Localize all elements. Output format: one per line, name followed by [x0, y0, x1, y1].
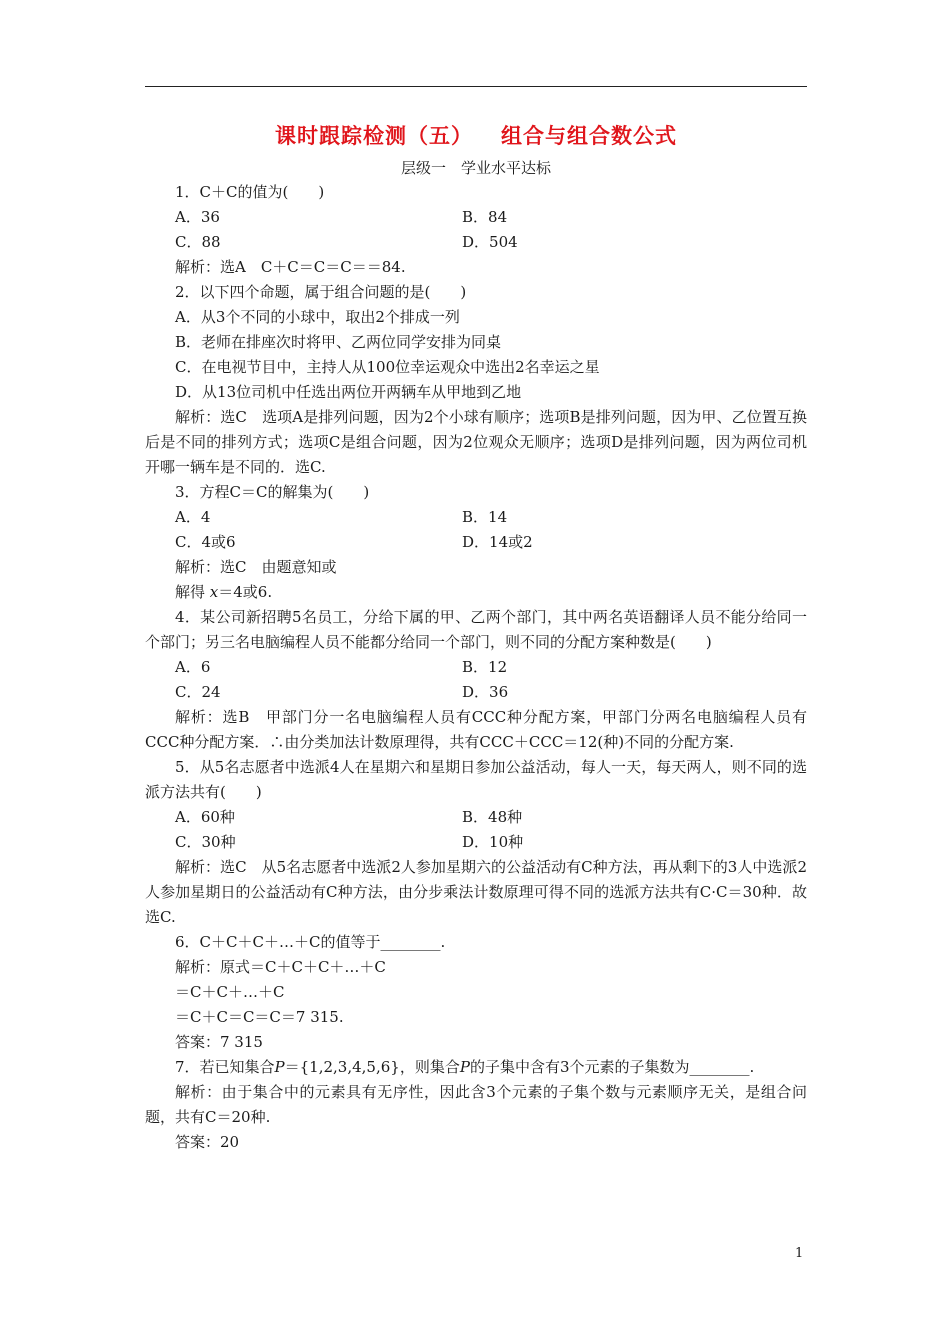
- q1-option-d: D．504: [462, 233, 518, 251]
- q7-stem-prefix: 7．若已知集合: [175, 1058, 275, 1076]
- q3-option-c: C．4或6: [175, 533, 236, 551]
- q3-stem: 3．方程C＝C的解集为( ): [175, 483, 370, 501]
- q3-options-row-2: [145, 530, 807, 555]
- q3-option-a: A．4: [175, 508, 211, 526]
- q5-solution: 解析：选C 从5名志愿者中选派2人参加星期六的公益活动有C种方法，再从剩下的3人中选派2人参加星期日的公益活动有C种方法，由分步乘法计数原理可得不同的选派方法共有C·C＝30种．故选C.: [145, 858, 807, 926]
- q1-options-row-1: [145, 205, 807, 230]
- q1-solution: 解析：选A C＋C＝C＝C＝＝84.: [175, 258, 406, 276]
- q7-variable-p: P: [274, 1058, 285, 1076]
- document-body: [145, 180, 807, 1155]
- header-rule: [145, 86, 807, 87]
- q7-stem-suffix: 的子集中含有3个元素的子集数为________.: [469, 1058, 755, 1076]
- q2-option-d: D．从13位司机中任选出两位开两辆车从甲地到乙地: [175, 383, 522, 401]
- page-title: [145, 120, 807, 150]
- q3-option-d: D．14或2: [462, 533, 533, 551]
- q5-option-c: C．30种: [175, 833, 236, 851]
- q7-stem-middle: ＝{1,2,3,4,5,6}，则集合: [284, 1058, 460, 1076]
- q6-answer: 答案：7 315: [175, 1033, 263, 1051]
- q2-stem: 2．以下四个命题，属于组合问题的是( ): [175, 283, 467, 301]
- page-number: 1: [795, 1246, 804, 1261]
- q6-stem: 6．C＋C＋C＋…＋C的值等于________.: [175, 933, 446, 951]
- q3-option-b: B．14: [462, 508, 508, 526]
- q3-result-suffix: ＝4或6.: [218, 583, 273, 601]
- q3-solution-result: [145, 580, 807, 605]
- q4-option-a: A．6: [175, 658, 211, 676]
- title-part-2: 组合与组合数公式: [501, 123, 677, 148]
- q5-options-row-2: [145, 830, 807, 855]
- q6-solution-line-2: ＝C＋C＋…＋C: [175, 983, 285, 1001]
- q6-solution-line-1: 解析：原式＝C＋C＋C＋…＋C: [175, 958, 386, 976]
- q5-stem: 5．从5名志愿者中选派4人在星期六和星期日参加公益活动，每人一天，每天两人，则不同的选派方法共有( ): [145, 758, 807, 801]
- q1-option-b: B．84: [462, 208, 508, 226]
- q5-option-a: A．60种: [175, 808, 235, 826]
- q1-option-c: C．88: [175, 233, 221, 251]
- q3-variable-x: x: [209, 583, 219, 601]
- q7-solution: 解析：由于集合中的元素具有无序性，因此含3个元素的子集个数与元素顺序无关，是组合问题，共有C＝20种.: [145, 1083, 807, 1126]
- q4-solution: 解析：选B 甲部门分一名电脑编程人员有CCC种分配方案，甲部门分两名电脑编程人员有CCC种分配方案．∴由分类加法计数原理得，共有CCC＋CCC＝12(种)不同的分配方案.: [145, 708, 807, 751]
- q1-options-row-2: [145, 230, 807, 255]
- section-subtitle: 层级一 学业水平达标: [400, 159, 551, 177]
- q3-options-row-1: [145, 505, 807, 530]
- q1-option-a: A．36: [175, 208, 220, 226]
- q6-solution-line-3: ＝C＋C＝C＝C＝7 315.: [175, 1008, 344, 1026]
- q4-option-b: B．12: [462, 658, 508, 676]
- q7-answer: 答案：20: [175, 1133, 240, 1151]
- q5-option-b: B．48种: [462, 808, 523, 826]
- q4-stem: 4．某公司新招聘5名员工，分给下属的甲、乙两个部门，其中两名英语翻译人员不能分给同一个部门；另三名电脑编程人员不能都分给同一个部门，则不同的分配方案种数是( ): [145, 608, 807, 651]
- q7-variable-p-2: P: [459, 1058, 470, 1076]
- q1-stem: 1．C＋C的值为( ): [175, 183, 325, 201]
- q7-stem: [145, 1055, 807, 1080]
- q4-option-d: D．36: [462, 683, 509, 701]
- q2-option-c: C．在电视节目中，主持人从100位幸运观众中选出2名幸运之星: [175, 358, 600, 376]
- q2-solution: 解析：选C 选项A是排列问题，因为2个小球有顺序；选项B是排列问题，因为甲、乙位置互换后是不同的排列方式；选项C是组合问题，因为2位观众无顺序；选项D是排列问题，因为两位司机开哪一辆车是不同的．选C.: [145, 408, 807, 476]
- q2-option-a: A．从3个不同的小球中，取出2个排成一列: [175, 308, 460, 326]
- q5-options-row-1: [145, 805, 807, 830]
- q3-result-prefix: 解得: [175, 583, 210, 601]
- q5-option-d: D．10种: [462, 833, 524, 851]
- q4-option-c: C．24: [175, 683, 221, 701]
- q4-options-row-2: [145, 680, 807, 705]
- q4-options-row-1: [145, 655, 807, 680]
- title-part-1: 课时跟踪检测（五）: [275, 123, 473, 148]
- q3-solution: 解析：选C 由题意知或: [175, 558, 337, 576]
- q2-option-b: B．老师在排座次时将甲、乙两位同学安排为同桌: [175, 333, 502, 351]
